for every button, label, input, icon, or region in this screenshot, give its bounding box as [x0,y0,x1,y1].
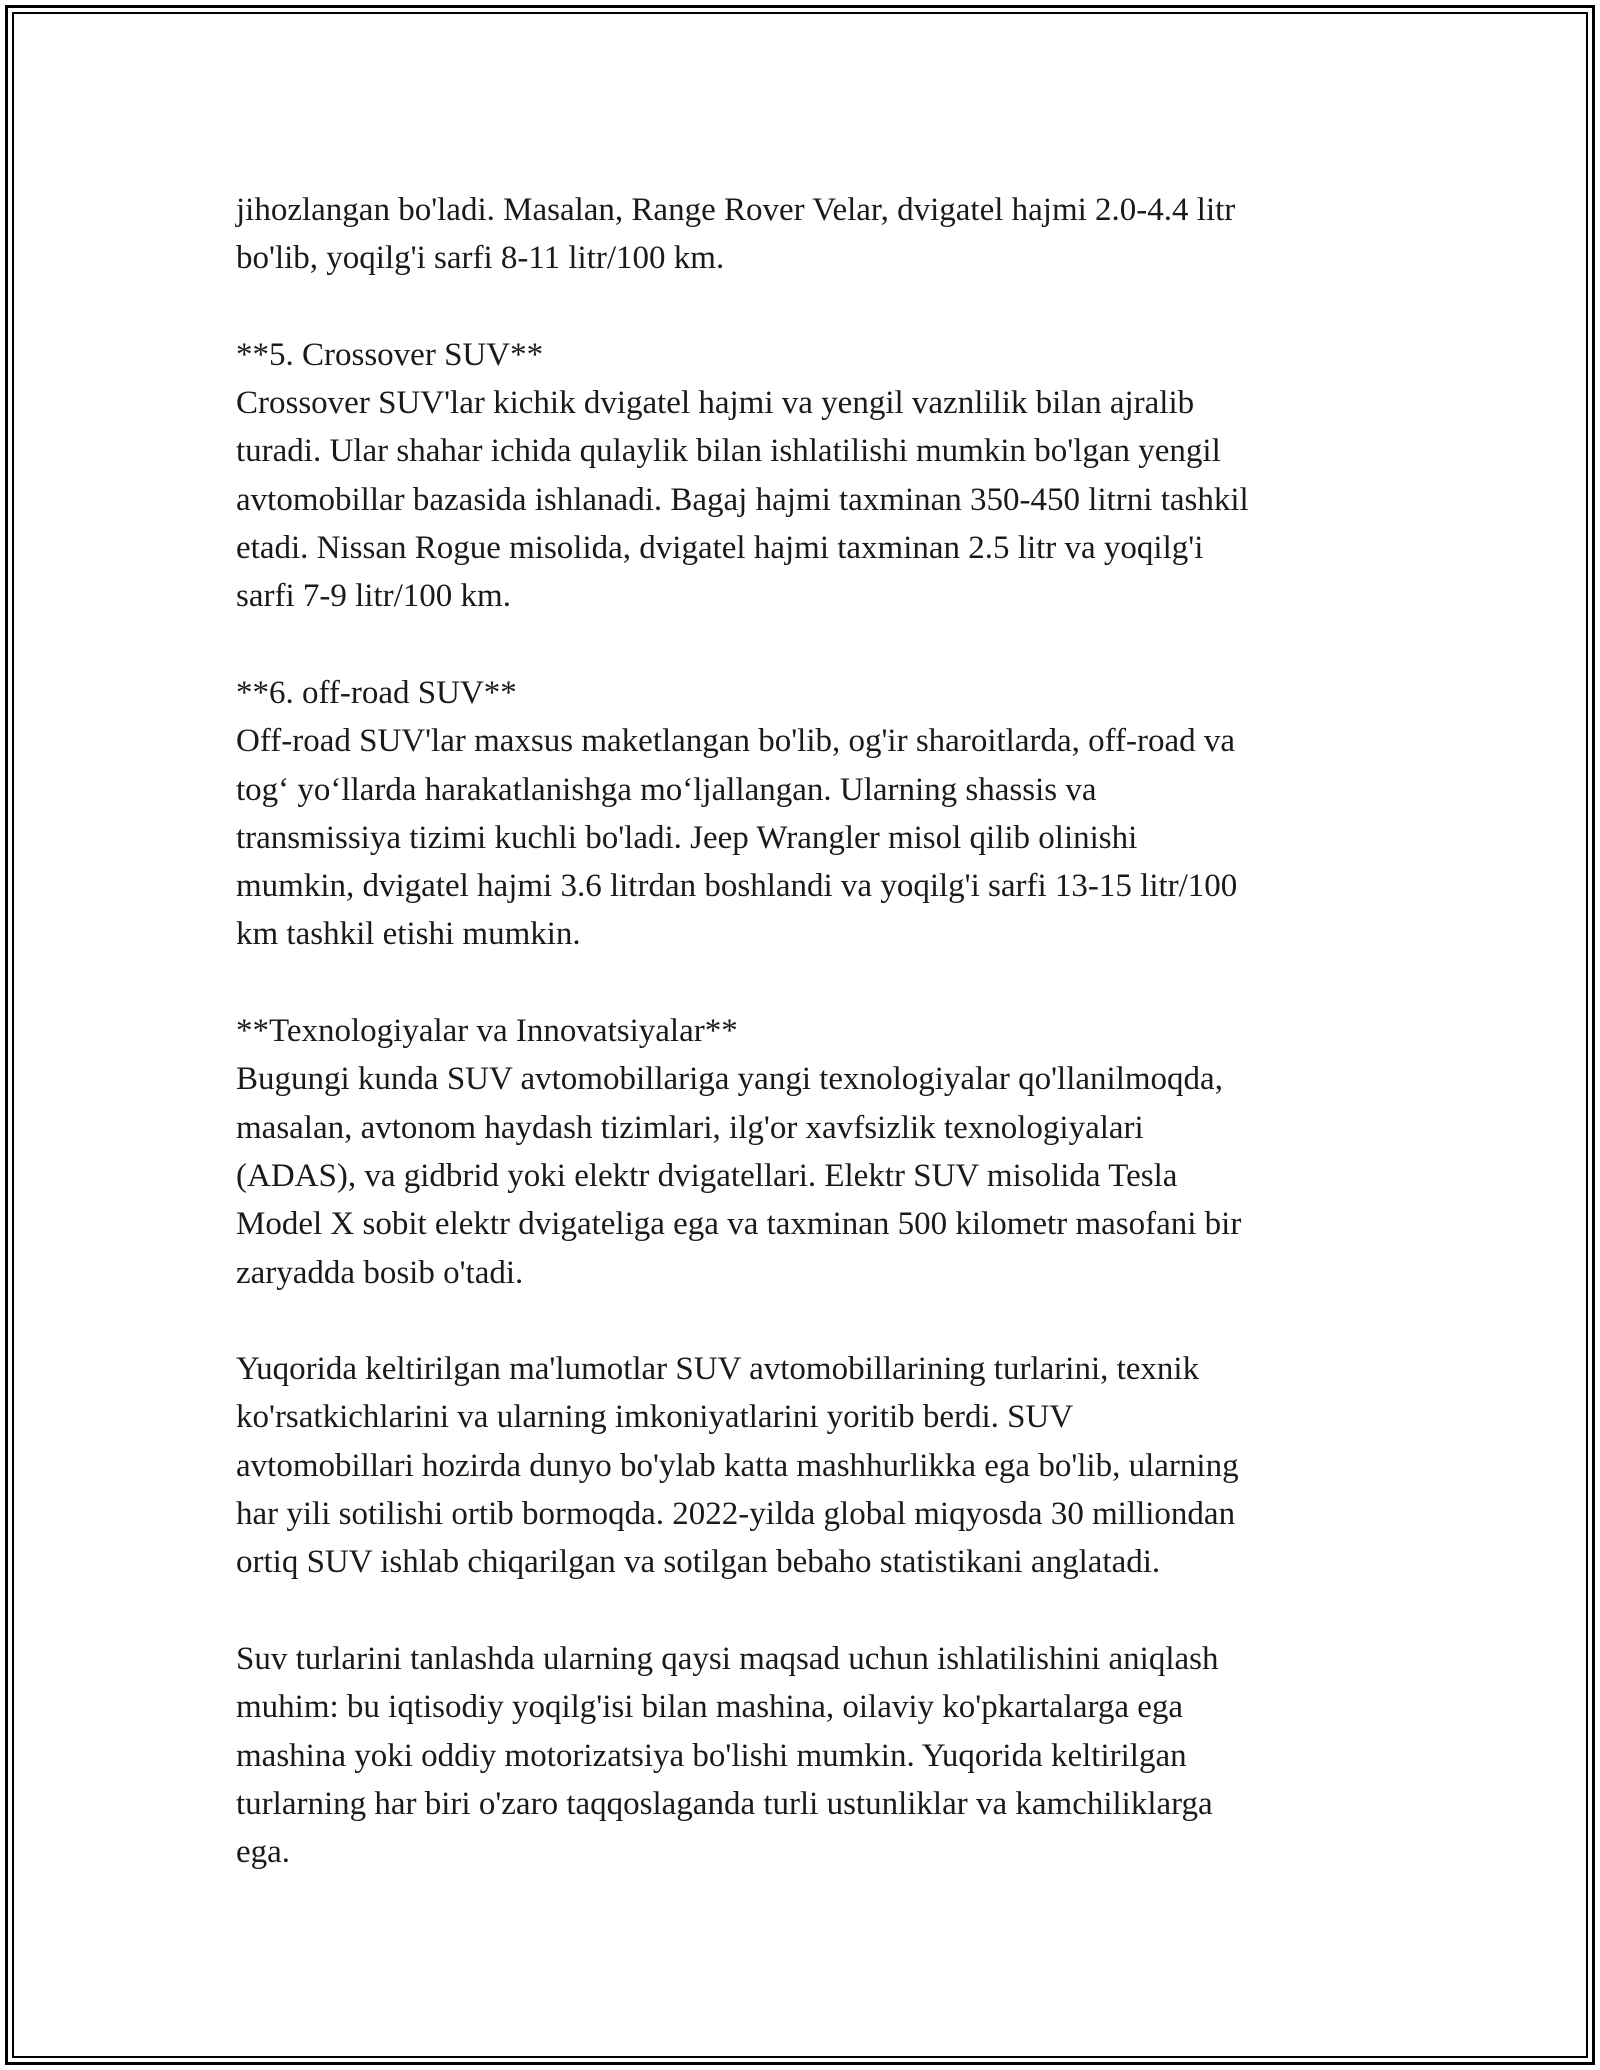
text-line: Model X sobit elektr dvigateliga ega va taxminan 500 kilometr masofani bir [236,1206,1242,1243]
section-heading: **6. off-road SUV** [236,674,517,711]
text-line: sarfi 7-9 litr/100 km. [236,578,511,615]
paragraph-summary [236,1345,1376,1586]
text-line: (ADAS), va gidbrid yoki elektr dvigatellari. Elektr SUV misolida Tesla [236,1157,1178,1194]
text-line: km tashkil etishi mumkin. [236,916,581,953]
paragraph-range-rover [236,186,1376,283]
text-line: tog‘ yo‘llarda harakatlanishga mo‘ljallangan. Ularning shassis va [236,771,1097,808]
text-line: ega. [236,1834,291,1871]
text-line: Off-road SUV'lar maxsus maketlangan bo'lib, og'ir sharoitlarda, off-road va [236,723,1236,760]
text-line: Suv turlarini tanlashda ularning qaysi maqsad uchun ishlatilishini aniqlash [236,1640,1219,1677]
text-line: avtomobillar bazasida ishlanadi. Bagaj hajmi taxminan 350-450 litrni tashkil [236,481,1249,518]
text-line: turlarning har biri o'zaro taqqoslaganda turli ustunliklar va kamchiliklarga [236,1785,1213,1822]
text-line: har yili sotilishi ortib bormoqda. 2022-yilda global miqyosda 30 milliondan [236,1496,1236,1533]
text-line: Yuqorida keltirilgan ma'lumotlar SUV avtomobillarining turlarini, texnik [236,1351,1200,1388]
text-line: mashina yoki oddiy motorizatsiya bo'lishi mumkin. Yuqorida keltirilgan [236,1737,1187,1774]
section-crossover-suv [236,331,1376,621]
text-line: ko'rsatkichlarini va ularning imkoniyatlarini yoritib berdi. SUV [236,1399,1074,1436]
text-line: transmissiya tizimi kuchli bo'ladi. Jeep Wrangler misol qilib olinishi [236,819,1138,856]
text-line: avtomobillari hozirda dunyo bo'ylab katta mashhurlikka ega bo'lib, ularning [236,1447,1239,1484]
text-line: masalan, avtonom haydash tizimlari, ilg'or xavfsizlik texnologiyalari [236,1109,1144,1146]
section-off-road-suv [236,669,1376,959]
text-line: turadi. Ular shahar ichida qulaylik bilan ishlatilishi mumkin bo'lgan yengil [236,433,1221,470]
text-line: mumkin, dvigatel hajmi 3.6 litrdan boshlandi va yoqilg'i sarfi 13-15 litr/100 [236,868,1238,905]
text-line: etadi. Nissan Rogue misolida, dvigatel hajmi taxminan 2.5 litr va yoqilg'i [236,530,1204,567]
text-line: Crossover SUV'lar kichik dvigatel hajmi va yengil vaznlilik bilan ajralib [236,385,1195,422]
text-line: jihozlangan bo'ladi. Masalan, Range Rover Velar, dvigatel hajmi 2.0-4.4 litr [236,192,1236,228]
section-heading: **5. Crossover SUV** [236,336,544,373]
paragraph-conclusion [236,1635,1376,1876]
section-heading: **Texnologiyalar va Innovatsiyalar** [236,1013,738,1050]
document-body [236,186,1376,1876]
text-line: ortiq SUV ishlab chiqarilgan va sotilgan bebaho statistikani anglatadi. [236,1544,1161,1581]
text-line: muhim: bu iqtisodiy yoqilg'isi bilan mashina, oilaviy ko'pkartalarga ega [236,1689,1184,1726]
text-line: bo'lib, yoqilg'i sarfi 8-11 litr/100 km. [236,240,725,277]
text-line: Bugungi kunda SUV avtomobillariga yangi texnologiyalar qo'llanilmoqda, [236,1061,1223,1098]
section-technologies [236,1007,1376,1297]
text-line: zaryadda bosib o'tadi. [236,1254,524,1291]
